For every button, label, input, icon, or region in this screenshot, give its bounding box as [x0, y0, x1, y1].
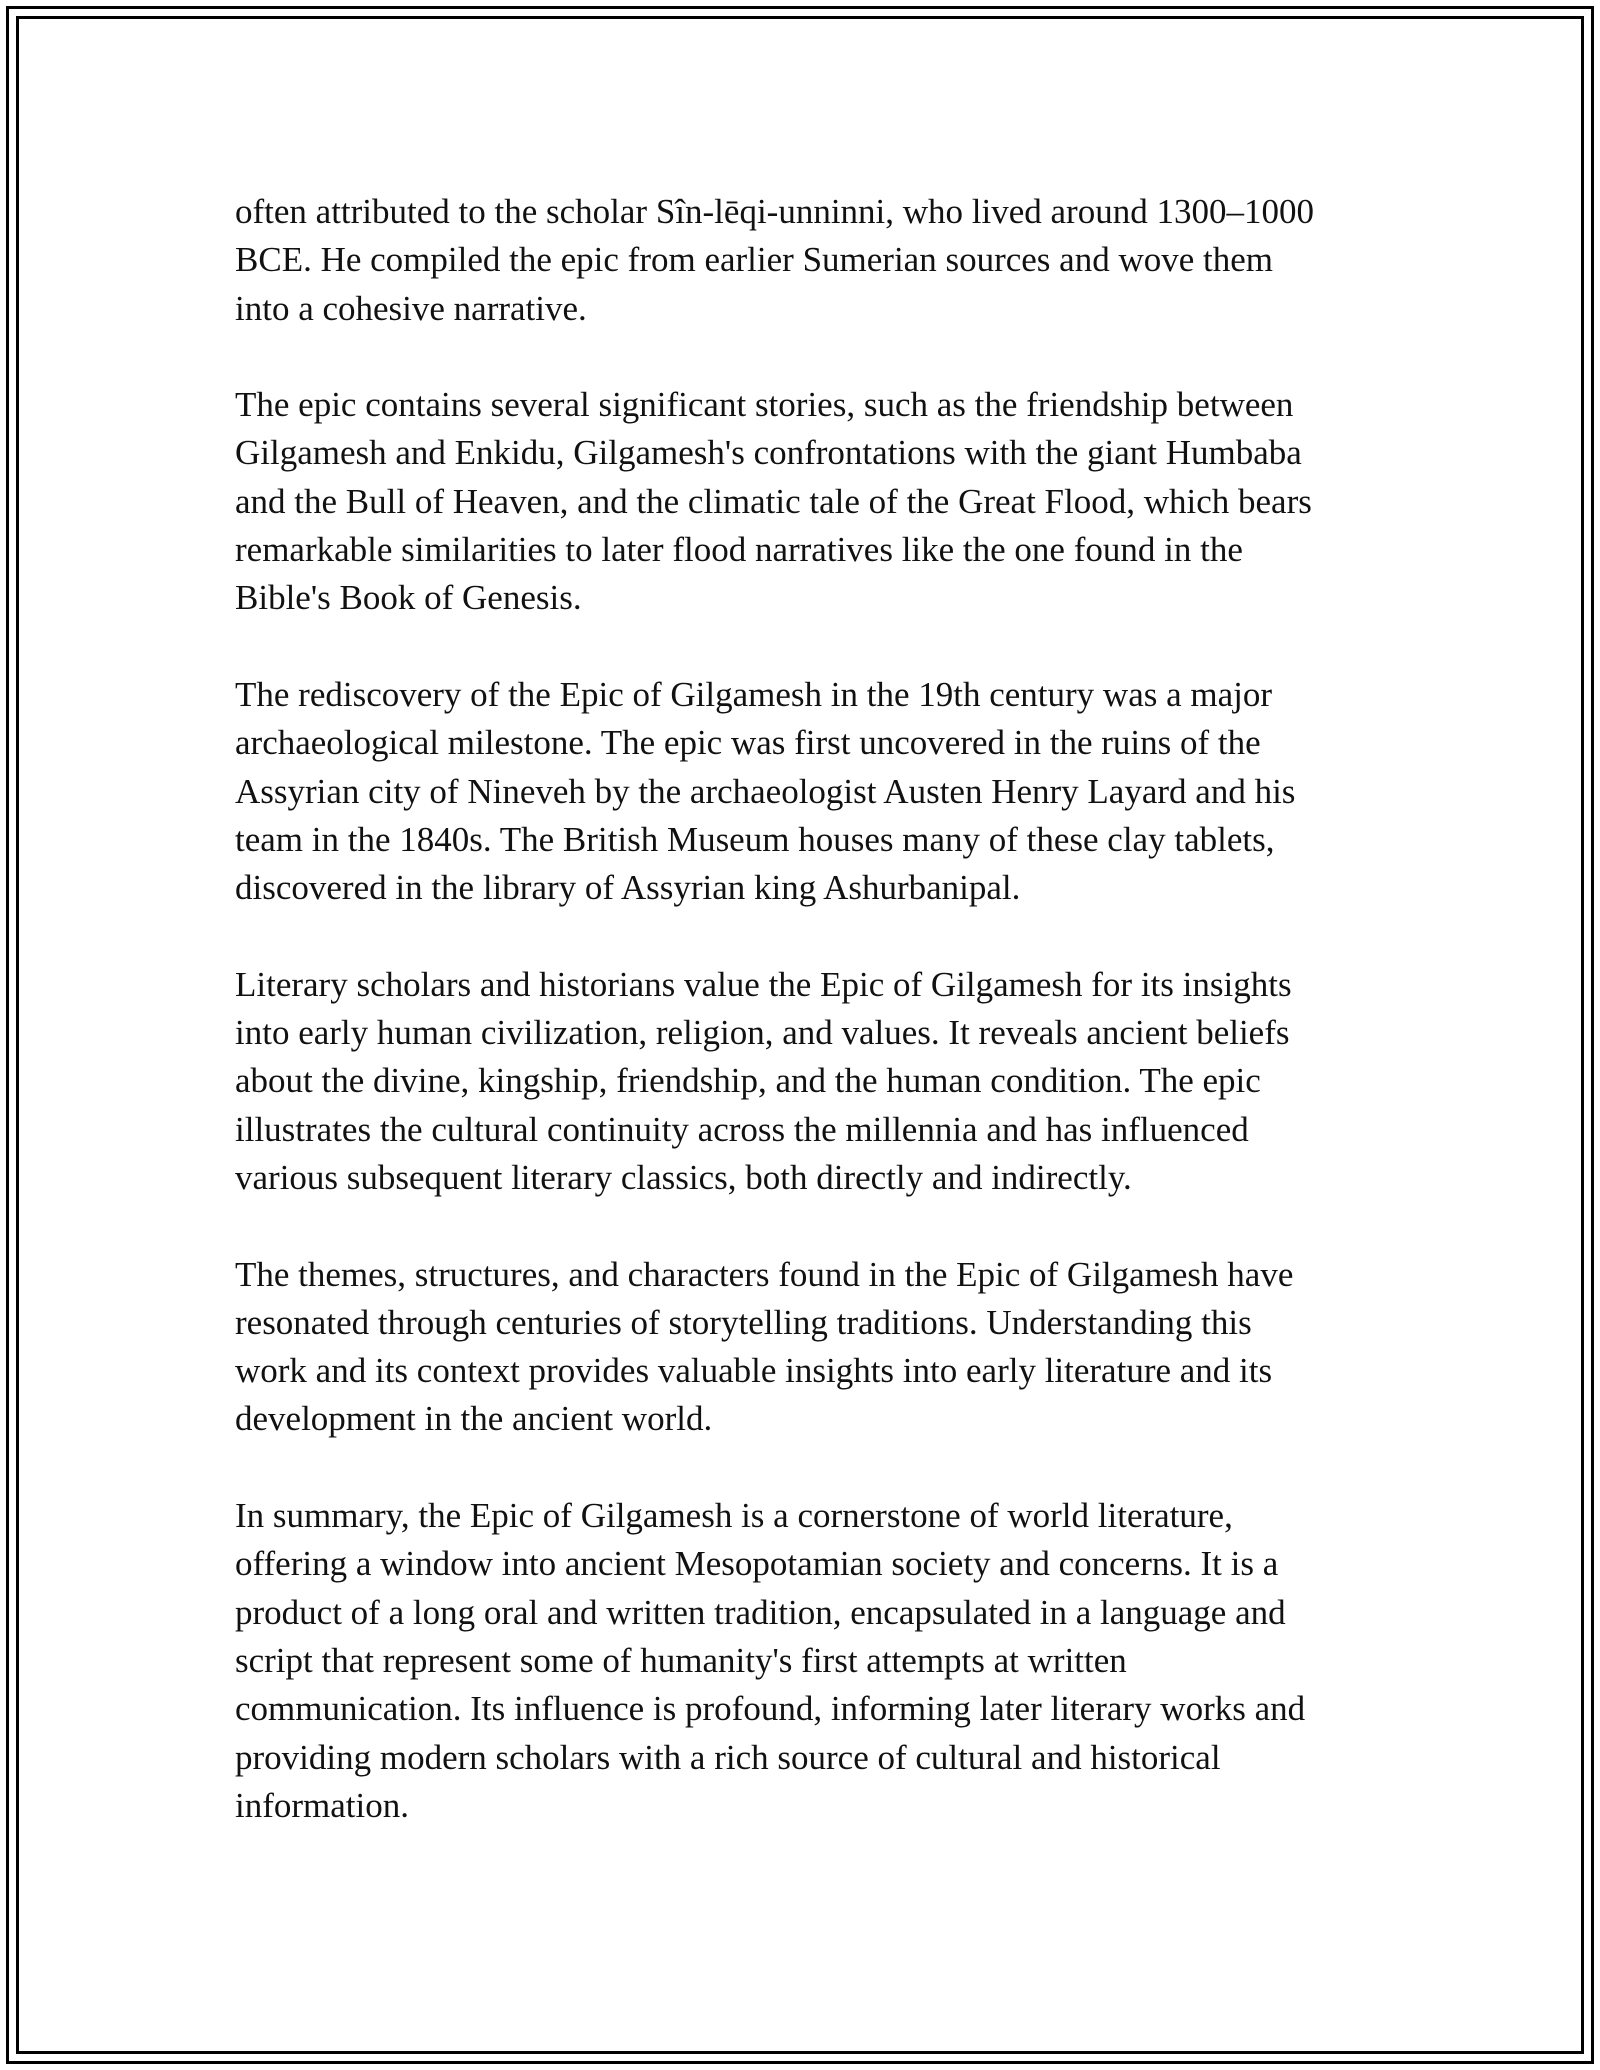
document-body: [235, 188, 1375, 1878]
paragraph-rediscovery: The rediscovery of the Epic of Gilgamesh in the 19th century was a major archaeological milestone. The epic was first uncovered in the ruins of the Assyrian city of Nineveh by the archaeologist Austen Henry Layard and his team in the 1840s. The British Museum houses many of these clay tablets, discovered in the library of Assyrian king Ashurbanipal.: [235, 674, 1296, 908]
paragraph-authorship: often attributed to the scholar Sîn-lēqi-unninni, who lived around 1300–1000 BCE. He compiled the epic from earlier Sumerian sources and wove them into a cohesive narrative.: [235, 192, 1314, 328]
paragraph-influence: The themes, structures, and characters found in the Epic of Gilgamesh have resonated through centuries of storytelling traditions. Understanding this work and its context provides valuable insights into early literature and its development in the ancient world.: [235, 1254, 1294, 1439]
paragraph-scholarly-value: Literary scholars and historians value the Epic of Gilgamesh for its insights into early human civilization, religion, and values. It reveals ancient beliefs about the divine, kingship, friendship, and the human condition. The epic illustrates the cultural continuity across the millennia and has influenced various subsequent literary classics, both directly and indirectly.: [235, 964, 1292, 1197]
paragraph-summary: In summary, the Epic of Gilgamesh is a cornerstone of world literature, offering a window into ancient Mesopotamian society and concerns. It is a product of a long oral and written tradition, encapsulated in a language and script that represent some of humanity's first attempts at written communication. Its influence is profound, informing later literary works and providing modern scholars with a rich source of cultural and historical information.: [235, 1496, 1306, 1825]
paragraph-stories: The epic contains several significant stories, such as the friendship between Gilgamesh and Enkidu, Gilgamesh's confrontations with the giant Humbaba and the Bull of Heaven, and the climatic tale of the Great Flood, which bears remarkable similarities to later flood narratives like the one found in the Bible's Book of Genesis.: [235, 385, 1312, 618]
